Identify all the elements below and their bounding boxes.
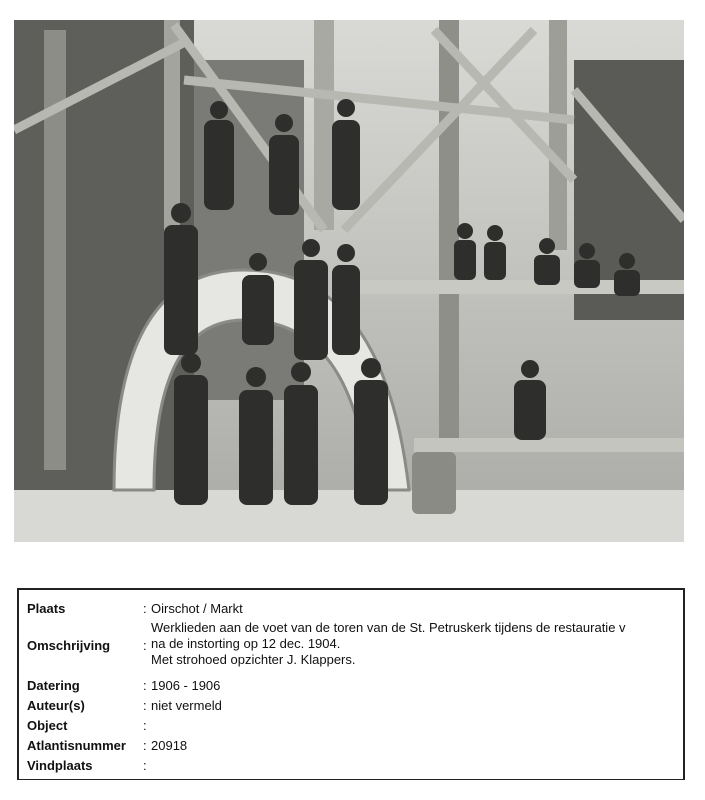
separator: : (143, 638, 147, 653)
separator: : (143, 718, 147, 733)
value-datering: 1906 - 1906 (151, 678, 221, 693)
description-line: na de instorting op 12 dec. 1904. (151, 636, 341, 651)
historic-photo (14, 20, 684, 542)
value-auteur: niet vermeld (151, 698, 222, 713)
label-omschrijving: Omschrijving (27, 638, 111, 653)
separator: : (143, 758, 147, 773)
description-text (151, 620, 626, 668)
separator: : (143, 678, 147, 693)
label-auteur: Auteur(s) (27, 698, 85, 713)
label-plaats: Plaats (27, 601, 66, 616)
label-object: Object (27, 718, 68, 733)
description-line: Met strohoed opzichter J. Klappers. (151, 652, 356, 667)
record-card (17, 588, 685, 780)
row-omschrijving (19, 620, 683, 670)
scaffolding-photo-illustration (14, 20, 684, 542)
value-plaats: Oirschot / Markt (151, 601, 243, 616)
description-line: Werklieden aan de voet van de toren van de St. Petruskerk tijdens de restauratie v (151, 620, 626, 635)
value-atlantisnummer: 20918 (151, 738, 188, 753)
separator: : (143, 738, 147, 753)
label-datering: Datering (27, 678, 80, 693)
separator: : (143, 601, 147, 616)
label-vindplaats: Vindplaats (27, 758, 93, 773)
label-atlantisnummer: Atlantisnummer (27, 738, 126, 753)
separator: : (143, 698, 147, 713)
